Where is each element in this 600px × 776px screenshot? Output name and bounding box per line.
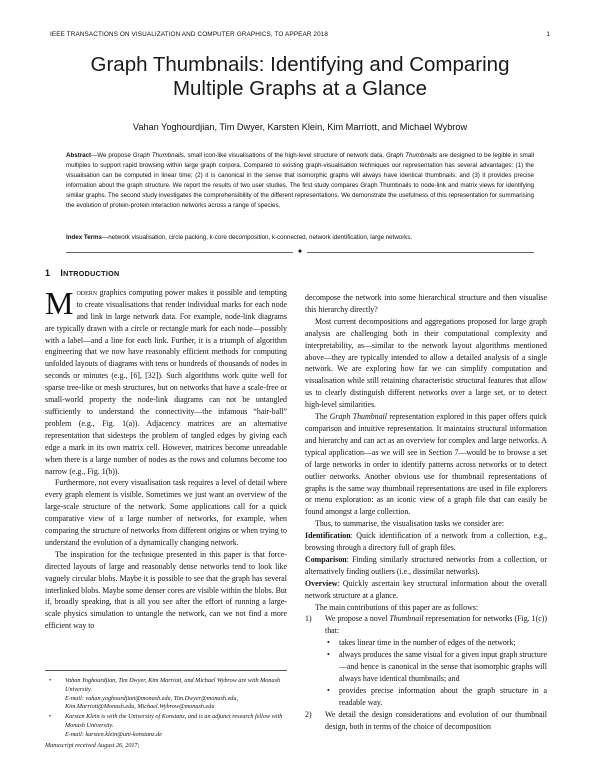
abstract	[66, 151, 534, 210]
paragraph: decompose the network into some hierarchical structure and then visualise this hierarchy directly?	[305, 293, 547, 314]
sub-list-item	[325, 637, 547, 649]
paragraph	[305, 411, 547, 518]
task-label: Overview	[305, 578, 338, 588]
index-terms-label: Index Terms	[66, 234, 102, 241]
task-text: : Quick identification of a network from a collection, e.g., browsing through a directory full of graph files.	[305, 531, 547, 553]
list-item	[305, 613, 547, 708]
page-number: 1	[546, 31, 550, 38]
sub-list-item	[325, 649, 547, 685]
abstract-label: Abstract	[66, 152, 92, 159]
bullet-icon: •	[327, 650, 330, 660]
list-item	[305, 709, 547, 733]
paragraph: Thus, to summarise, the visualisation tasks we consider are:	[315, 519, 504, 529]
author-list: Vahan Yoghourdjian, Tim Dwyer, Karsten Klein, Kim Marriott, and Michael Wybrow	[132, 122, 468, 132]
divider-ornament-icon: ✦	[293, 246, 307, 257]
task-text: : Quickly ascertain key structural information about the overall network structure at a glance.	[305, 578, 547, 600]
paragraph-text: graphics computing power makes it possible and tempting to create visualisations that render individual marks for each node and link in large network data. For example, node-link diagrams are typically drawn with a circle or rectangle mark for each node—possibly with a label—and a line for each link. Further, it is a triumph of algorithm engineering that we now have reasonably efficient methods for computing unfolded layouts of diagrams with tens or hundreds of thousands of nodes in seconds or minutes (e.g., [6], [32]). Such algorithms work quite well for sparse tree-like or mesh structures, but on networks that have a scale-free or small-world property the node-link diagrams can not be untangled sufficiently to understand the connectivity—the infamous “hair-ball” problem (e.g., Fig. 1(a)). Adjacency matrices are an alternative representation that sidesteps the problem of tangled edges by giving each edge a mark in its own matrix cell. However, matrices become unreadable when there is a large number of nodes as the rows and columns become too narrow (e.g., Fig. 1(b)).	[45, 287, 287, 476]
task-label: Identification	[305, 531, 351, 541]
footnote-email: E-mail: karsten.klein@uni-konstanz.de	[65, 730, 162, 738]
footnote	[45, 677, 287, 712]
footnote-email: E-mail: vahan.yoghourdjian@monash.edu, Tim.Dwyer@monash.edu, Kim.Marriott@Monash.edu, Michael.Wybrow@monash.edu	[65, 694, 239, 711]
bullet-icon: •	[327, 638, 330, 648]
list-text: We propose a novel	[325, 614, 390, 624]
abstract-emphasis: Graph Thumbnails	[132, 152, 184, 159]
manuscript-received: Manuscript received August 26, 2017;	[45, 741, 140, 749]
sub-list	[325, 637, 547, 708]
sub-list-text: takes linear time in the number of edges of the network;	[339, 638, 516, 648]
paragraph	[45, 284, 287, 478]
paragraph: Furthermore, not every visualisation task requires a level of detail where every graph element is visible. Sometimes we just want an overview of the large-scale structure of the network. Some applications call for a quick comparative view of a large number of networks, for example, when comparing the structure of networks from different origins or when trying to understand the evolution of a dynamically changing network.	[45, 478, 287, 547]
paragraph: The inspiration for the technique presented in this paper is that force-directed layouts of large and reasonably dense networks tend to look like vaguely circular blobs. Maybe it is possible to see that the graph has several interlinked blobs. Maybe some denser cores are visible within the blobs. But if, broadly speaking, that is all you see after the effort of running a large-scale physics simulation to untangle the network, can we not find a more efficient way to	[45, 549, 287, 631]
drop-cap: M	[45, 284, 74, 321]
title-line-2: Multiple Graphs at a Glance	[172, 77, 428, 100]
list-emphasis: Thumbnail	[389, 614, 424, 624]
sub-list-text: provides precise information about the graph structure in a readable way.	[339, 685, 547, 707]
running-header	[50, 31, 550, 38]
footnote-text: Karsten Klein is with the University of Konstanz, and is an adjunct research fellow with Monash University.	[65, 713, 283, 729]
section-number: 1	[45, 268, 51, 278]
index-terms-text: —network visualisation, circle packing, k-core decomposition, k-connected, network identification, large networks.	[102, 234, 413, 241]
list-text: representation for networks (Fig. 1(c)) that:	[325, 614, 547, 636]
section-heading	[45, 268, 287, 280]
abstract-text: are designed to be legible in small multiples to support rapid browsing within large graph corpora. Compared to existing graph-visualisation techniques our representation has several advantages: (1) the visualisation can be computed in linear time; (2) it is canonical in the sense that isomorphic graphs will always have identical thumbnails; and (3) it provides precise information about the graph structure. We report the results of two user studies. The first study compares Graph Thumbnails to node-link and matrix views for identifying similar graphs. The second study investigates the comprehensibility of the different representations. We demonstrate the usefulness of this representation for summarising the evolution of protein-protein interaction networks across a range of species.	[66, 152, 535, 209]
contributions-list	[305, 613, 547, 732]
abstract-text: , small icon-like visualisations of the high-level structure of network data.	[183, 152, 386, 159]
paragraph-text: representation explored in this paper offers quick comparison and intuitive representation. It maintains structural information and hierarchy and can act as an overview for complex and large networks. A typical application—as we will see in Section 7—would be to browse a set of large networks in order to identify patterns across networks or to detect outlier networks. Another obvious use for thumbnail representations of graphs is the same way thumbnail representations are used in file explorers or menu exploration: as an iconic view of a graph file that can easily be found amongst a large collection.	[305, 412, 547, 517]
list-number: 2)	[305, 709, 312, 719]
footnotes	[45, 670, 287, 750]
right-column	[305, 292, 547, 733]
footnote-rule	[45, 670, 287, 671]
bullet-icon: •	[49, 713, 52, 721]
paragraph-text: The	[315, 412, 330, 422]
sub-list-item	[325, 685, 547, 709]
paragraph-emphasis: Graph Thumbnail	[329, 412, 387, 422]
task-label: Comparison	[305, 554, 347, 564]
footnote	[45, 713, 287, 739]
abstract-text: —We propose	[91, 152, 133, 159]
task-item	[305, 554, 547, 578]
index-terms	[66, 233, 534, 243]
list-number: 1)	[305, 614, 312, 624]
paper-title	[40, 53, 560, 101]
bullet-icon: •	[49, 677, 52, 684]
section-title-initial: I	[60, 268, 64, 278]
abstract-emphasis: Graph Thumbnails	[385, 152, 438, 159]
small-caps-word: odern	[76, 287, 98, 297]
task-text: : Finding similarly structured networks from a collection, or alternatively finding outliers (i.e., dissimilar networks).	[305, 554, 547, 576]
sub-list-text: always produces the same visual for a given input graph structure—and hence is canonical in the sense that isomorphic graphs will always have identical thumbnails; and	[339, 650, 547, 683]
bullet-icon: •	[327, 685, 330, 695]
paragraph: The main contributions of this paper are as follows:	[315, 602, 479, 612]
paragraph: Most current decompositions and aggregations proposed for large graph analysis are challenging both in their computational complexity and interpretability, as—similar to the network layout algorithms mentioned above—they are typically intended to allow a detailed analysis of a single network. We are exploring how far we can simplify computation and visualisation while still retaining characteristic structural features that allow us to clearly distinguish different networks over a large set, or to detect high-level similarities.	[305, 316, 547, 410]
journal-name: IEEE TRANSACTIONS ON VISUALIZATION AND COMPUTER GRAPHICS, TO APPEAR 2018	[50, 31, 329, 38]
left-column	[45, 268, 287, 632]
section-title-rest: NTRODUCTION	[63, 269, 120, 278]
list-text: We detail the design considerations and evolution of our thumbnail design, both in terms of the choice of decomposition	[325, 709, 547, 731]
task-item	[305, 578, 547, 602]
title-line-1: Graph Thumbnails: Identifying and Comparing	[90, 53, 510, 76]
task-item	[305, 530, 547, 554]
footnote-text: Vahan Yoghourdjian, Tim Dwyer, Kim Marriott, and Michael Wybrow are with Monash University.	[65, 677, 281, 693]
